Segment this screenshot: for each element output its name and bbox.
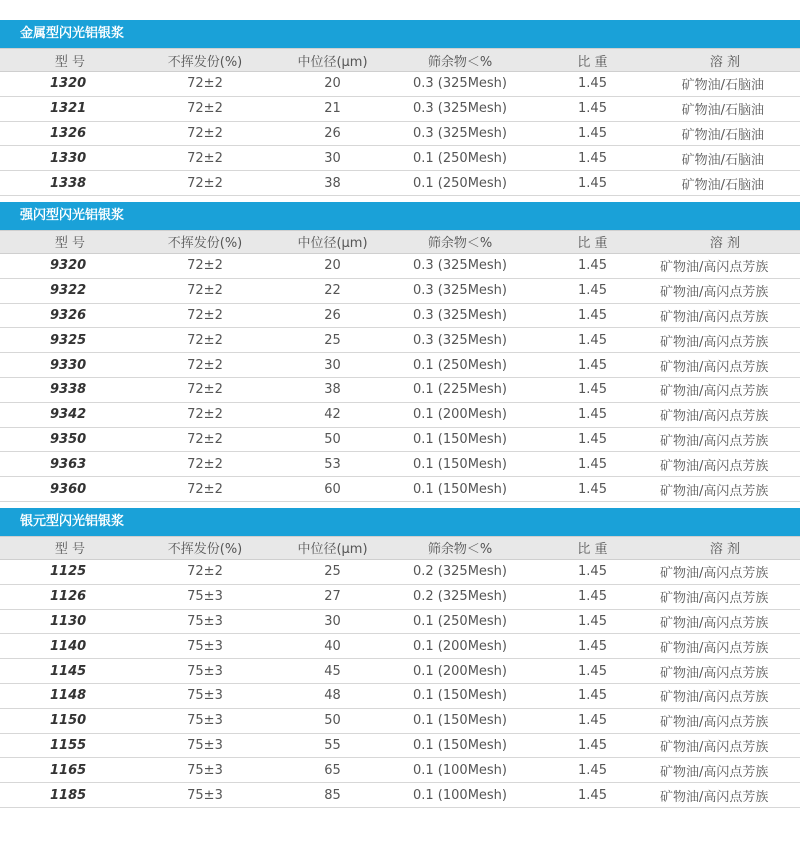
- cell-median-size: 38: [324, 382, 341, 398]
- cell-solvent: 矿物油/高闪点芳族: [660, 334, 769, 350]
- cell-median-size: 21: [324, 101, 341, 117]
- header-sieve-residue: 筛余物＜%: [427, 54, 493, 70]
- header-density: 比 重: [577, 54, 608, 70]
- header-model: 型 号: [54, 54, 86, 70]
- cell-median-size: 20: [324, 258, 341, 274]
- cell-median-size: 45: [324, 663, 341, 679]
- cell-nonvolatile: 72±2: [187, 283, 223, 299]
- cell-median-size: 25: [324, 564, 341, 580]
- cell-model: 9342: [50, 407, 87, 423]
- cell-sieve-residue: 0.3 (325Mesh): [413, 283, 507, 299]
- cell-solvent: 矿物油/高闪点芳族: [660, 640, 769, 656]
- cell-nonvolatile: 72±2: [187, 150, 223, 166]
- table-header: [0, 536, 800, 560]
- cell-sieve-residue: 0.1 (150Mesh): [413, 737, 507, 753]
- cell-nonvolatile: 72±2: [187, 357, 223, 373]
- cell-nonvolatile: 75±3: [187, 713, 223, 729]
- cell-nonvolatile: 75±3: [187, 613, 223, 629]
- cell-nonvolatile: 72±2: [187, 307, 223, 323]
- cell-sieve-residue: 0.1 (250Mesh): [413, 175, 507, 191]
- cell-solvent: 矿物油/石脑油: [681, 177, 764, 193]
- cell-median-size: 85: [324, 787, 341, 803]
- cell-nonvolatile: 72±2: [187, 101, 223, 117]
- table-header: [0, 48, 800, 72]
- cell-density: 1.45: [578, 613, 607, 629]
- header-sieve-residue: 筛余物＜%: [427, 236, 493, 252]
- cell-nonvolatile: 75±3: [187, 762, 223, 778]
- table-body: [0, 560, 800, 808]
- cell-median-size: 27: [324, 589, 341, 605]
- cell-solvent: 矿物油/高闪点芳族: [660, 739, 769, 755]
- section-title: 金属型闪光铝银浆: [0, 20, 800, 48]
- cell-solvent: 矿物油/高闪点芳族: [660, 591, 769, 607]
- cell-median-size: 26: [324, 125, 341, 141]
- cell-model: 1326: [50, 125, 87, 141]
- table-row: [0, 585, 800, 610]
- cell-sieve-residue: 0.1 (150Mesh): [413, 688, 507, 704]
- cell-model: 9325: [50, 332, 87, 348]
- cell-model: 1321: [50, 101, 87, 117]
- cell-solvent: 矿物油/高闪点芳族: [660, 309, 769, 325]
- table-row: [0, 353, 800, 378]
- table-row: [0, 72, 800, 97]
- table-row: [0, 328, 800, 353]
- cell-density: 1.45: [578, 382, 607, 398]
- cell-sieve-residue: 0.1 (100Mesh): [413, 787, 507, 803]
- table-row: [0, 560, 800, 585]
- cell-nonvolatile: 72±2: [187, 407, 223, 423]
- section-title: 银元型闪光铝银浆: [0, 508, 800, 536]
- table-body: [0, 72, 800, 196]
- cell-solvent: 矿物油/高闪点芳族: [660, 690, 769, 706]
- cell-solvent: 矿物油/高闪点芳族: [660, 789, 769, 805]
- cell-density: 1.45: [578, 150, 607, 166]
- cell-solvent: 矿物油/高闪点芳族: [660, 665, 769, 681]
- table-row: [0, 634, 800, 659]
- cell-density: 1.45: [578, 407, 607, 423]
- header-sieve-residue: 筛余物＜%: [427, 542, 493, 558]
- cell-nonvolatile: 75±3: [187, 638, 223, 654]
- table-row: [0, 734, 800, 759]
- cell-model: 9322: [50, 283, 87, 299]
- table-row: [0, 279, 800, 304]
- header-model: 型 号: [54, 542, 86, 558]
- header-solvent: 溶 剂: [709, 236, 740, 252]
- cell-density: 1.45: [578, 589, 607, 605]
- cell-sieve-residue: 0.3 (325Mesh): [413, 258, 507, 274]
- cell-sieve-residue: 0.3 (325Mesh): [413, 101, 507, 117]
- table-row: [0, 477, 800, 502]
- cell-nonvolatile: 75±3: [187, 787, 223, 803]
- cell-median-size: 20: [324, 76, 341, 92]
- cell-density: 1.45: [578, 787, 607, 803]
- cell-nonvolatile: 75±3: [187, 589, 223, 605]
- cell-model: 9330: [50, 357, 87, 373]
- cell-density: 1.45: [578, 762, 607, 778]
- cell-sieve-residue: 0.3 (325Mesh): [413, 76, 507, 92]
- cell-median-size: 50: [324, 713, 341, 729]
- header-model: 型 号: [54, 236, 86, 252]
- cell-model: 1150: [50, 713, 87, 729]
- cell-median-size: 30: [324, 150, 341, 166]
- cell-solvent: 矿物油/高闪点芳族: [660, 409, 769, 425]
- cell-solvent: 矿物油/高闪点芳族: [660, 260, 769, 276]
- cell-density: 1.45: [578, 481, 607, 497]
- cell-solvent: 矿物油/石脑油: [681, 103, 764, 119]
- cell-density: 1.45: [578, 357, 607, 373]
- cell-model: 9360: [50, 481, 87, 497]
- cell-nonvolatile: 72±2: [187, 481, 223, 497]
- header-median-size: 中位径(μm): [297, 542, 368, 558]
- cell-model: 1165: [50, 762, 87, 778]
- cell-solvent: 矿物油/石脑油: [681, 152, 764, 168]
- table-row: [0, 378, 800, 403]
- table-row: [0, 403, 800, 428]
- cell-density: 1.45: [578, 332, 607, 348]
- cell-model: 9320: [50, 258, 87, 274]
- header-median-size: 中位径(μm): [297, 54, 368, 70]
- cell-median-size: 38: [324, 175, 341, 191]
- cell-model: 9350: [50, 431, 87, 447]
- table-row: [0, 428, 800, 453]
- cell-sieve-residue: 0.1 (100Mesh): [413, 762, 507, 778]
- cell-density: 1.45: [578, 737, 607, 753]
- cell-sieve-residue: 0.1 (200Mesh): [413, 407, 507, 423]
- cell-median-size: 53: [324, 456, 341, 472]
- cell-model: 9326: [50, 307, 87, 323]
- table-row: [0, 254, 800, 279]
- cell-nonvolatile: 75±3: [187, 688, 223, 704]
- header-density: 比 重: [577, 542, 608, 558]
- cell-model: 1130: [50, 613, 87, 629]
- table-row: [0, 610, 800, 635]
- cell-solvent: 矿物油/高闪点芳族: [660, 285, 769, 301]
- cell-solvent: 矿物油/高闪点芳族: [660, 359, 769, 375]
- cell-solvent: 矿物油/高闪点芳族: [660, 433, 769, 449]
- cell-sieve-residue: 0.3 (325Mesh): [413, 332, 507, 348]
- cell-density: 1.45: [578, 663, 607, 679]
- cell-median-size: 40: [324, 638, 341, 654]
- cell-solvent: 矿物油/高闪点芳族: [660, 615, 769, 631]
- header-density: 比 重: [577, 236, 608, 252]
- cell-density: 1.45: [578, 125, 607, 141]
- cell-solvent: 矿物油/高闪点芳族: [660, 715, 769, 731]
- cell-density: 1.45: [578, 76, 607, 92]
- cell-model: 9338: [50, 382, 87, 398]
- cell-density: 1.45: [578, 431, 607, 447]
- cell-density: 1.45: [578, 283, 607, 299]
- cell-model: 1125: [50, 564, 87, 580]
- section-silver-dollar: [0, 508, 800, 808]
- table-row: [0, 171, 800, 196]
- cell-density: 1.45: [578, 175, 607, 191]
- table-header: [0, 230, 800, 254]
- cell-solvent: 矿物油/高闪点芳族: [660, 764, 769, 780]
- table-row: [0, 304, 800, 329]
- cell-median-size: 42: [324, 407, 341, 423]
- cell-model: 1320: [50, 76, 87, 92]
- cell-model: 9363: [50, 456, 87, 472]
- cell-density: 1.45: [578, 638, 607, 654]
- table-row: [0, 122, 800, 147]
- cell-sieve-residue: 0.2 (325Mesh): [413, 564, 507, 580]
- cell-sieve-residue: 0.3 (325Mesh): [413, 307, 507, 323]
- table-row: [0, 758, 800, 783]
- cell-nonvolatile: 75±3: [187, 737, 223, 753]
- cell-solvent: 矿物油/石脑油: [681, 78, 764, 94]
- cell-model: 1185: [50, 787, 87, 803]
- cell-sieve-residue: 0.1 (150Mesh): [413, 456, 507, 472]
- table-row: [0, 684, 800, 709]
- cell-sieve-residue: 0.1 (150Mesh): [413, 713, 507, 729]
- cell-median-size: 25: [324, 332, 341, 348]
- table-row: [0, 709, 800, 734]
- header-nonvolatile: 不挥发份(%): [167, 236, 243, 252]
- cell-solvent: 矿物油/高闪点芳族: [660, 384, 769, 400]
- cell-sieve-residue: 0.2 (325Mesh): [413, 589, 507, 605]
- cell-sieve-residue: 0.1 (225Mesh): [413, 382, 507, 398]
- cell-nonvolatile: 72±2: [187, 431, 223, 447]
- cell-density: 1.45: [578, 101, 607, 117]
- cell-median-size: 30: [324, 613, 341, 629]
- cell-median-size: 50: [324, 431, 341, 447]
- cell-sieve-residue: 0.1 (200Mesh): [413, 663, 507, 679]
- cell-density: 1.45: [578, 258, 607, 274]
- cell-density: 1.45: [578, 456, 607, 472]
- cell-sieve-residue: 0.1 (150Mesh): [413, 431, 507, 447]
- cell-model: 1330: [50, 150, 87, 166]
- cell-median-size: 26: [324, 307, 341, 323]
- header-solvent: 溶 剂: [709, 54, 740, 70]
- cell-model: 1148: [50, 688, 87, 704]
- cell-nonvolatile: 72±2: [187, 125, 223, 141]
- cell-sieve-residue: 0.1 (250Mesh): [413, 613, 507, 629]
- cell-nonvolatile: 72±2: [187, 258, 223, 274]
- cell-density: 1.45: [578, 307, 607, 323]
- cell-nonvolatile: 72±2: [187, 382, 223, 398]
- cell-solvent: 矿物油/高闪点芳族: [660, 458, 769, 474]
- table-row: [0, 146, 800, 171]
- header-median-size: 中位径(μm): [297, 236, 368, 252]
- table-row: [0, 452, 800, 477]
- cell-sieve-residue: 0.1 (250Mesh): [413, 357, 507, 373]
- cell-nonvolatile: 72±2: [187, 175, 223, 191]
- cell-model: 1140: [50, 638, 87, 654]
- cell-sieve-residue: 0.1 (150Mesh): [413, 481, 507, 497]
- cell-nonvolatile: 72±2: [187, 76, 223, 92]
- cell-solvent: 矿物油/高闪点芳族: [660, 483, 769, 499]
- table-row: [0, 783, 800, 808]
- header-solvent: 溶 剂: [709, 542, 740, 558]
- cell-median-size: 48: [324, 688, 341, 704]
- cell-density: 1.45: [578, 713, 607, 729]
- cell-sieve-residue: 0.3 (325Mesh): [413, 125, 507, 141]
- cell-sieve-residue: 0.1 (200Mesh): [413, 638, 507, 654]
- section-strong-flash: [0, 202, 800, 502]
- cell-density: 1.45: [578, 688, 607, 704]
- cell-median-size: 60: [324, 481, 341, 497]
- cell-sieve-residue: 0.1 (250Mesh): [413, 150, 507, 166]
- table-row: [0, 659, 800, 684]
- cell-model: 1338: [50, 175, 87, 191]
- cell-median-size: 30: [324, 357, 341, 373]
- cell-model: 1145: [50, 663, 87, 679]
- cell-density: 1.45: [578, 564, 607, 580]
- table-row: [0, 97, 800, 122]
- cell-median-size: 65: [324, 762, 341, 778]
- cell-median-size: 22: [324, 283, 341, 299]
- cell-model: 1155: [50, 737, 87, 753]
- cell-nonvolatile: 72±2: [187, 456, 223, 472]
- cell-median-size: 55: [324, 737, 341, 753]
- cell-model: 1126: [50, 589, 87, 605]
- cell-nonvolatile: 72±2: [187, 564, 223, 580]
- table-body: [0, 254, 800, 502]
- cell-nonvolatile: 72±2: [187, 332, 223, 348]
- header-nonvolatile: 不挥发份(%): [167, 542, 243, 558]
- cell-solvent: 矿物油/石脑油: [681, 127, 764, 143]
- header-nonvolatile: 不挥发份(%): [167, 54, 243, 70]
- section-title: 强闪型闪光铝银浆: [0, 202, 800, 230]
- cell-solvent: 矿物油/高闪点芳族: [660, 566, 769, 582]
- cell-nonvolatile: 75±3: [187, 663, 223, 679]
- section-metallic: [0, 20, 800, 196]
